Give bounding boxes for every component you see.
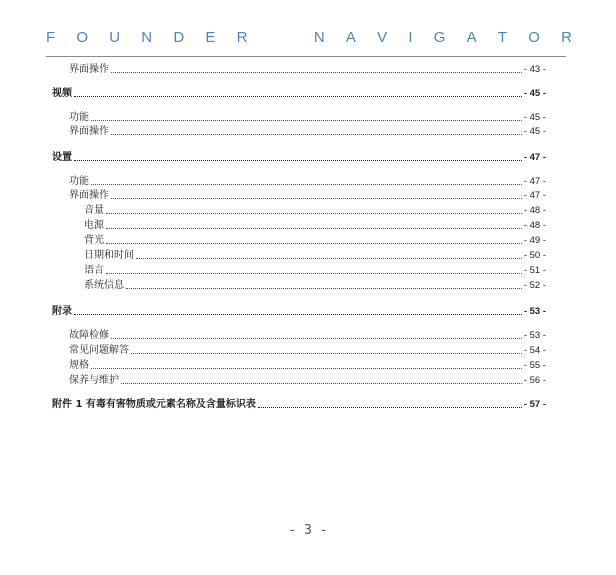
- toc-entry[interactable]: [52, 110, 546, 124]
- dot-leader: [258, 407, 522, 408]
- toc-entry-title: 附录: [52, 306, 72, 317]
- toc-entry-page: - 45 -: [523, 112, 546, 123]
- toc-entry[interactable]: [52, 86, 546, 100]
- dot-leader: [131, 353, 522, 354]
- toc-entry[interactable]: [52, 188, 546, 202]
- toc-entry-title: 日期和时间: [84, 250, 134, 261]
- dot-leader: [126, 288, 522, 289]
- dot-leader: [106, 213, 522, 214]
- toc-entry-title: 常见问题解答: [69, 345, 129, 356]
- header-letter: D: [173, 28, 185, 46]
- dot-leader: [111, 134, 522, 135]
- dot-leader: [106, 273, 522, 274]
- toc-entry-page: - 45 -: [523, 126, 546, 137]
- toc-entry-page: - 55 -: [523, 360, 546, 371]
- toc-entry[interactable]: [52, 203, 546, 217]
- running-header: [46, 24, 572, 50]
- toc-entry-page: - 53 -: [523, 330, 546, 341]
- dot-leader: [111, 338, 522, 339]
- dot-leader: [91, 120, 522, 121]
- dot-leader: [74, 96, 522, 97]
- dot-leader: [91, 368, 522, 369]
- toc-entry-title: 规格: [69, 360, 89, 371]
- toc-entry-page: - 48 -: [523, 205, 546, 216]
- toc-entry-page: - 43 -: [523, 64, 546, 75]
- toc-entry[interactable]: [52, 358, 546, 372]
- header-letter: G: [433, 28, 446, 46]
- toc-entry-page: - 56 -: [523, 375, 546, 386]
- toc-entry[interactable]: [52, 248, 546, 262]
- toc-entry-title: 功能: [69, 112, 89, 123]
- header-letter: N: [313, 28, 325, 46]
- toc-entry-title: 界面操作: [69, 64, 109, 75]
- header-letter: T: [497, 28, 507, 46]
- header-letter: N: [141, 28, 153, 46]
- toc-entry-page: - 49 -: [523, 235, 546, 246]
- toc-entry[interactable]: [52, 278, 546, 292]
- toc-entry[interactable]: [52, 233, 546, 247]
- header-letter: A: [345, 28, 356, 46]
- toc-entry-page: - 45 -: [523, 88, 546, 99]
- header-letter: O: [528, 28, 540, 46]
- toc-entry-title: 功能: [69, 176, 89, 187]
- toc-entry-page: - 47 -: [523, 190, 546, 201]
- dot-leader: [121, 383, 522, 384]
- toc-entry-page: - 57 -: [523, 399, 546, 410]
- toc-entry-page: - 52 -: [523, 280, 546, 291]
- toc-entry-page: - 47 -: [523, 176, 546, 187]
- dot-leader: [111, 72, 522, 73]
- toc-entry[interactable]: [52, 124, 546, 138]
- toc-entry-title: 音量: [84, 205, 104, 216]
- header-letter: U: [109, 28, 121, 46]
- toc-entry[interactable]: [52, 263, 546, 277]
- toc-entry-page: - 53 -: [523, 306, 546, 317]
- dot-leader: [106, 243, 522, 244]
- header-letter: V: [377, 28, 388, 46]
- header-letter: R: [236, 28, 248, 46]
- header-letter: A: [466, 28, 477, 46]
- toc-entry-title: 设置: [52, 152, 72, 163]
- toc-entry[interactable]: [52, 174, 546, 188]
- toc-entry-title: 电源: [84, 220, 104, 231]
- toc-entry-title: 界面操作: [69, 126, 109, 137]
- toc-entry-page: - 48 -: [523, 220, 546, 231]
- toc-entry-page: - 47 -: [523, 152, 546, 163]
- toc-entry-title: 系统信息: [84, 280, 124, 291]
- dot-leader: [74, 160, 522, 161]
- toc-entry-title: 附件 1 有毒有害物质或元素名称及含量标识表: [52, 399, 256, 410]
- toc-entry[interactable]: [52, 62, 546, 76]
- toc-entry-page: - 50 -: [523, 250, 546, 261]
- toc-entry-title: 背光: [84, 235, 104, 246]
- dot-leader: [106, 228, 522, 229]
- header-letter: O: [76, 28, 89, 46]
- dot-leader: [91, 184, 522, 185]
- header-rule: [46, 56, 566, 57]
- toc-entry[interactable]: [52, 343, 546, 357]
- header-letter: I: [408, 28, 413, 46]
- toc-entry[interactable]: [52, 373, 546, 387]
- toc-entry[interactable]: [52, 150, 546, 164]
- toc-entry[interactable]: [52, 397, 546, 411]
- toc-entry-title: 语言: [84, 265, 104, 276]
- toc-entry-page: - 54 -: [523, 345, 546, 356]
- toc-entry[interactable]: [52, 304, 546, 318]
- header-letter: F: [46, 28, 56, 46]
- dot-leader: [111, 198, 522, 199]
- header-letter: E: [205, 28, 216, 46]
- toc-entry-title: 保养与维护: [69, 375, 119, 386]
- dot-leader: [74, 314, 522, 315]
- dot-leader: [136, 258, 522, 259]
- toc-entry-title: 故障检修: [69, 330, 109, 341]
- toc-entry[interactable]: [52, 218, 546, 232]
- header-letter: R: [561, 28, 572, 46]
- toc-entry[interactable]: [52, 328, 546, 342]
- page-number: - 3 -: [288, 523, 328, 538]
- toc-entry-title: 界面操作: [69, 190, 109, 201]
- toc-entry-page: - 51 -: [523, 265, 546, 276]
- toc-entry-title: 视频: [52, 88, 72, 99]
